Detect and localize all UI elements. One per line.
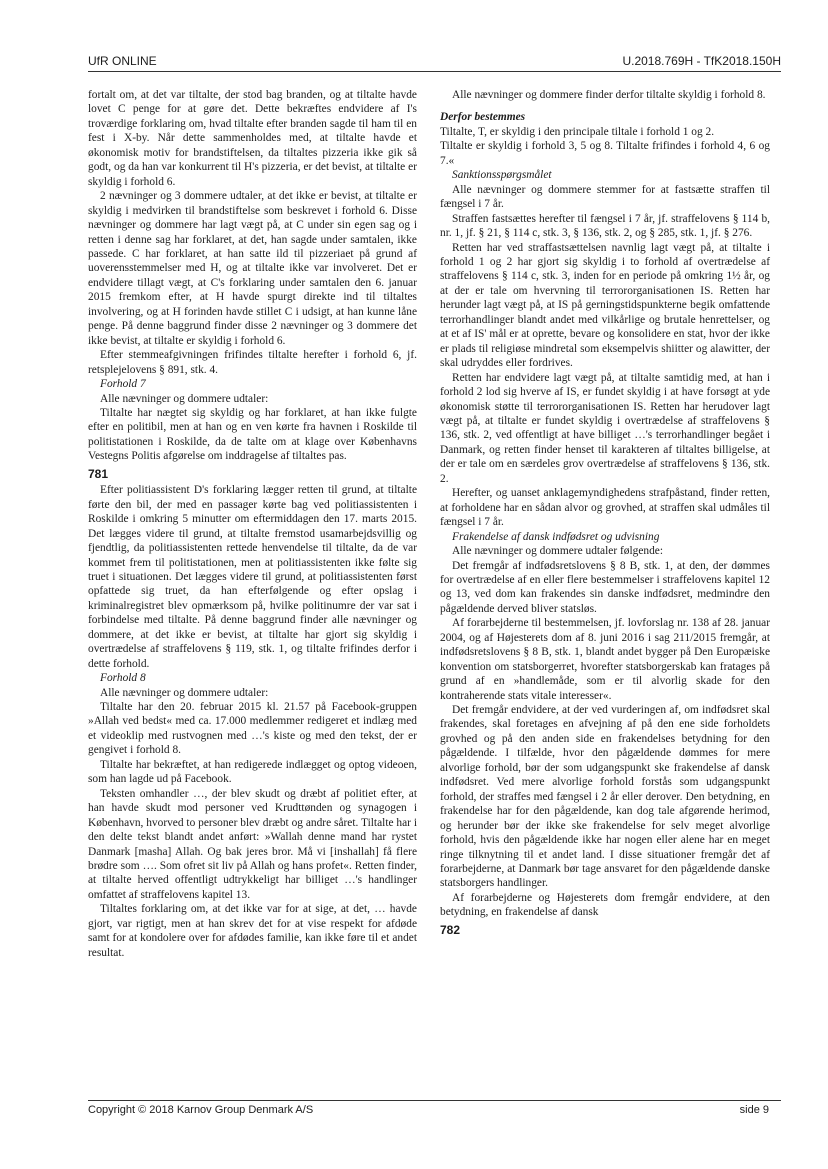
paragraph: Alle nævninger og dommere udtaler: <box>100 686 269 699</box>
paragraph: Tiltalte, T, er skyldig i den principale tiltale i forhold 1 og 2. <box>440 125 715 138</box>
paragraph: Tiltalte har den 20. februar 2015 kl. 21.57 på Facebook-gruppen »Allah ved bedst« med ca. 17.000 medlemmer redigeret et indlæg med et videoklip med rustvognen med …'s kiste og med den tekst, der er gengivet i forhold 8. <box>88 701 417 757</box>
section-heading: Forhold 7 <box>100 378 146 391</box>
footer-copyright: Copyright © 2018 Karnov Group Denmark A/S <box>88 1104 314 1116</box>
paragraph: Det fremgår endvidere, at der ved vurderingen af, om indfødsret skal frakendes, skal foretages en afvejning af på den ene side forholdets grovhed og på den anden side en frakendelses betydning for den pågældende. I tilfælde, hvor den pågældende dømmes for mere alvorlige forhold, bør der som udgangspunkt ske frakendelse af dansk indfødsret. Ved mere alvorlige forhold forstås som udgangspunkt forhold, der straffes med fængsel i 2 år eller derover. Den betydning, en frakendelse har for den pågældende, kan dog tale afgørende herimod, og herunder bør der ikke ske frakendelse for selv meget alvorlige forhold, hvis den pågældende ikke har nogen eller alene har en meget ringe tilknytning til et andet land. I disse situationer fremgår det af forarbejderne, at Danmark bør tage ansvaret for den pågældende danske statsborgers handlinger. <box>440 704 770 890</box>
paragraph: Tiltaltes forklaring om, at det ikke var for at sige, at det, … havde gjort, var rigtigt, men at han skrev det for at vise respekt for afdøde samt for at kondolere over for afdødes familie, kan ikke føre til et andet resultat. <box>88 903 417 959</box>
paragraph: 2 nævninger og 3 dommere udtaler, at det ikke er bevist, at tiltalte er skyldig i medvirken til brandstiftelse som beskrevet i forhold 6. Disse nævninger og dommere har lagt vægt på, at C under sin egen sag og i retten i denne sag har forklaret, at det, han sagde under samtalen, ikke passede. C har forklaret, at han satte ild til pizzeriaet på grund af uoverensstemmelser med H, og at tiltalte ikke var involveret. Det er endvidere tillagt vægt, at C's forklaring under samtalen den 6. januar 2015 fremkom efter, at H havde spurgt direkte ind til tiltaltes involvering, og at H forinden havde stillet C i udsigt, at han kunne låne penge. På denne baggrund finder disse 2 nævninger og 3 dommere det ikke bevist, at tiltalte er skyldig i forhold 6. <box>88 190 417 347</box>
paragraph: Alle nævninger og dommere udtaler følgende: <box>452 545 663 558</box>
paragraph: Efter stemmeafgivningen frifindes tiltalte herefter i forhold 6, jf. retsplejelovens § 891, stk. 4. <box>88 349 417 376</box>
footer-rule <box>88 1100 781 1101</box>
section-heading-bold: Derfor bestemmes <box>440 111 526 124</box>
paragraph: Efter politiassistent D's forklaring lægger retten til grund, at tiltalte førte den bil, der med en passager kørte bag ved politiassistenten i Roskilde i omkring 5 minutter om eftermiddagen den 17. marts 2015. Det lægges videre til grund, at tiltalte fremstod usamarbejdsvillig og fjendtlig, da politiassistenten rettede henvendelse til tiltalte, da de var kommet frem til politistationen, men at politiassistenten ikke følte sig truet i situationen. Det lægges videre til grund, at politiassistenten først opfattede sig truet, da han efterfølgende og efter opslag i kriminalregistret blev opmærksom på, hvilke politinumre der var sat i forbindelse med tiltalte. På denne baggrund finder alle nævninger og dommere, at det ikke er bevist, at tiltalte har gjort sig skyldig i overtrædelse af straffelovens § 119, stk. 1, og tiltalte frifindes derfor i dette forhold. <box>88 484 417 670</box>
header-citation: U.2018.769H - TfK2018.150H <box>622 54 781 68</box>
paragraph: Alle nævninger og dommere udtaler: <box>100 392 269 405</box>
paragraph: Herefter, og uanset anklagemyndighedens strafpåstand, finder retten, at forholdene har en sådan alvor og grovhed, at straffen skal udmåles til fængsel i 7 år. <box>440 487 770 529</box>
paragraph: Tiltalte har nægtet sig skyldig og har forklaret, at han ikke fulgte efter en politibil, men at han og en ven kørte fra havnen i Roskilde til politistationen i Roskilde, da de talte om at klage over Københavns Vestegns Politis afgørelse om inddragelse af tiltaltes pas. <box>88 406 417 463</box>
paragraph: Tiltalte har bekræftet, at han redigerede indlægget og optog videoen, som han lagde ud på Facebook. <box>88 758 417 786</box>
left-column <box>88 88 417 960</box>
paragraph: Retten har ved straffastsættelsen navnlig lagt vægt på, at tiltalte i forhold 1 og 2 har gjort sig skyldig i to forhold af overtrædelse af straffelovens § 114 c, stk. 3, inden for en periode på omkring 1½ år, og at der er tale om hvervning til terrororganisationen IS. Retten har herunder lagt vægt på, at IS på gerningstidspunkterne begik omfattende terrorhandlinger blandt andet med vilkårlige og brutale henrettelser, og at et af IS' mål er at oprette, bevare og konsolidere en stat, hvor der ikke er plads til religiøse mindretal som eksempelvis shiitter og alawitter, der skal udryddes eller fordrives. <box>440 241 770 370</box>
paragraph: Alle nævninger og dommere stemmer for at fastsætte straffen til fængsel i 7 år. <box>440 183 770 211</box>
footer-page-number: side 9 <box>739 1104 769 1116</box>
right-column <box>440 88 770 939</box>
section-heading: Forhold 8 <box>100 672 146 685</box>
header-rule <box>88 71 781 72</box>
paragraph: Tiltalte er skyldig i forhold 3, 5 og 8. Tiltalte frifindes i forhold 4, 6 og 7.« <box>440 140 770 167</box>
page-header <box>88 50 781 70</box>
source-page-number: 782 <box>440 922 461 937</box>
paragraph: Af forarbejderne til bestemmelsen, jf. lovforslag nr. 138 af 28. januar 2004, og af Højesterets dom af 8. juni 2016 i sag 211/2015 fremgår, at indfødsretslovens § 8 B, stk. 1, blandt andet bygger på Den Europæiske konvention om statsborgerret, hvorefter statsborgerskab kan fratages på grund af en »handlemåde, som er til alvorlig skade for den kontraherende stats vitale interesser«. <box>440 617 770 702</box>
paragraph: fortalt om, at det var tiltalte, der stod bag branden, og at tiltalte havde lovet C penge for at gøre det. Dette bekræftes endvidere af I's troværdige forklaring om, hvad tiltalte efter branden sagde til ham til en fest i X-by. Når dette sammenholdes med, at tiltalte havde et økonomisk motiv for brandstiftelsen, da tiltaltes pizzeria ikke gik så godt, og da han var konkurrent til H's pizzeria, er det bevist, at tiltalte er skyldig i forhold 6. <box>88 89 417 188</box>
paragraph: Retten har endvidere lagt vægt på, at tiltalte samtidig med, at han i forhold 2 lod sig hverve af IS, er fundet skyldig i at have forsøgt at yde økonomisk støtte til terrororganisationen IS. Retten har herudover lagt vægt på, at tiltalte er fundet skyldig i overtrædelse af straffelovens § 136, stk. 2, ved offentligt at have billiget …'s terrorhandlinger begået i Danmark, og retten finder henset til karakteren af tiltaltes billigelse, at der er tale om en særdeles grov overtrædelse af straffelovens § 136, stk. 2. <box>440 371 770 485</box>
section-heading: Frakendelse af dansk indfødsret og udvisning <box>452 530 660 543</box>
paragraph: Straffen fastsættes herefter til fængsel i 7 år, jf. straffelovens § 114 b, nr. 1, jf. § 21, § 114 c, stk. 3, § 136, stk. 2, og § 285, stk. 1, jf. § 276. <box>440 212 770 240</box>
header-publication: UfR ONLINE <box>88 54 157 68</box>
section-heading: Sanktionsspørgsmålet <box>452 169 552 182</box>
paragraph: Det fremgår af indfødsretslovens § 8 B, stk. 1, at den, der dømmes for overtrædelse af en eller flere bestemmelser i straffelovens kapitel 12 og 13, ved dom kan frakendes sin danske indfødsret, medmindre den pågældende derved bliver statsløs. <box>440 559 770 615</box>
paragraph: Teksten omhandler …, der blev skudt og dræbt af politiet efter, at han havde skudt mod personer ved Krudttønden og synagogen i København, hvorved to personer blev dræbt og andre såret. Tiltalte har i den delte tekst blandt andet anført: »Wallah denne mand har rystet Danmark [masha] Allah. Og bak jeres bror. Må vi [inshallah] få flere brødre som …. Som ofret sit liv på Allah og hans profet«. Retten finder, at tiltalte herved offentligt udtrykkeligt har billiget …'s handlinger omfattet af straffelovens kapitel 13. <box>88 787 417 901</box>
paragraph: Alle nævninger og dommere finder derfor tiltalte skyldig i forhold 8. <box>452 89 766 101</box>
paragraph: Af forarbejderne og Højesterets dom fremgår endvidere, at den betydning, en frakendelse af dansk <box>440 891 770 919</box>
source-page-number: 781 <box>88 466 109 481</box>
